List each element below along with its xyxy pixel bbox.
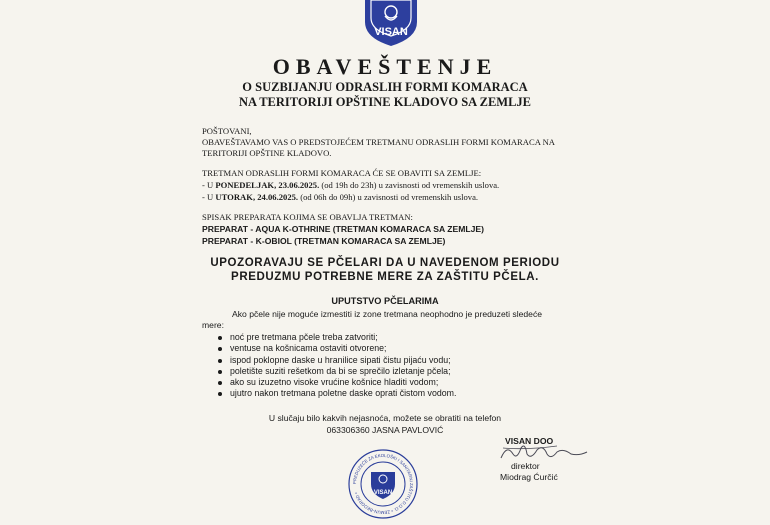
schedule-item-1-rest: (od 19h do 23h) u zavisnosti od vremenskih uslova. [319, 180, 500, 190]
intro-line-2: TERITORIJI OPŠTINE KLADOVO. [202, 148, 332, 158]
list-item [202, 377, 456, 388]
stamp-ring-text: PREDUZEĆE ZA EKOLOŠKI I SANITARNI ZAŠTITU D.O.O. • ZEMUN-BEOGRAD • [351, 452, 415, 516]
contact-line-2: 063306360 JASNA PAVLOVIĆ [326, 425, 444, 435]
instructions-heading: UPUTSTVO PČELARIMA [331, 296, 439, 306]
bullet-icon [218, 359, 222, 363]
signature-role: direktor [511, 461, 540, 471]
schedule-item-1 [202, 180, 499, 191]
instructions-intro-line-1: Ako pčele nije moguće izmestiti iz zone tretmana neophodno je preduzeti sledeće [232, 309, 543, 319]
list-item [202, 366, 456, 377]
preparation-item-2: PREPARAT - K-OBIOL (TRETMAN KOMARACA SA ZEMLJE) [202, 236, 446, 246]
list-item [202, 332, 456, 343]
preparation-item-1: PREPARAT - AQUA K-OTHRINE (TRETMAN KOMARACA SA ZEMLJE) [202, 224, 484, 234]
list-item-text: ujutro nakon tretmana poletne daske oprati čistom vodom. [230, 388, 457, 399]
warning-line-1: UPOZORAVAJU SE PČELARI DA U NAVEDENOM PERIODU [210, 257, 560, 269]
greeting: POŠTOVANI, [202, 126, 252, 136]
schedule-item-1-date: PONEDELJAK, 23.06.2025. [215, 180, 320, 190]
schedule-item-1-prefix: - U [202, 180, 216, 190]
schedule-item-2-date: UTORAK, 24.06.2025. [215, 192, 299, 202]
list-item-text: noć pre tretmana pčele treba zatvoriti; [230, 332, 378, 342]
bullet-icon [218, 381, 222, 385]
instructions-intro-line-2: mere: [202, 320, 224, 330]
list-item [202, 343, 456, 354]
schedule-item-2 [202, 192, 478, 203]
list-item [202, 388, 456, 399]
intro-line-1: OBAVEŠTAVAMO VAS O PREDSTOJEĆEM TRETMANU ODRASLIH FORMI KOMARACA NA [202, 137, 555, 147]
subtitle-line-1: O SUZBIJANJU ODRASLIH FORMI KOMARACA [242, 80, 528, 94]
subtitle-line-2: NA TERITORIJI OPŠTINE KLADOVO SA ZEMLJE [238, 95, 532, 109]
warning-line-2: PREDUZMU POTREBNE MERE ZA ZAŠTITU PČELA. [231, 271, 539, 283]
schedule-heading: TRETMAN ODRASLIH FORMI KOMARACA ĆE SE OBAVITI SA ZEMLJE: [202, 168, 482, 178]
visan-logo [359, 0, 423, 46]
contact-line-1: U slučaju bilo kakvih nejasnoća, možete se obratiti na telefon [268, 413, 502, 423]
instructions-list [202, 332, 456, 400]
list-item-text: ventuse na košnicama ostaviti otvorene; [230, 343, 387, 354]
list-item [202, 355, 456, 366]
bullet-icon [218, 392, 222, 396]
list-item-text: poletište suziti rešetkom da bi se sprečilo izletanje pčela; [230, 365, 451, 376]
schedule-item-2-prefix: - U [202, 192, 216, 202]
stamp-center-text: VISAN [373, 490, 393, 496]
stamp-icon [344, 448, 422, 520]
preparations-heading: SPISAK PREPARATA KOJIMA SE OBAVLJA TRETMAN: [202, 212, 413, 222]
bullet-icon [218, 336, 222, 340]
bullet-icon [218, 347, 222, 351]
signature-name: Miodrag Ćurčić [500, 472, 558, 482]
bullet-icon [218, 370, 222, 374]
company-stamp [344, 448, 422, 520]
visan-logo-icon [359, 0, 423, 46]
list-item-text: ako su izuzetno visoke vrućine košnice hladiti vodom; [230, 377, 439, 388]
schedule-item-2-rest: (od 06h do 09h) u zavisnosti od vremenskih uslova. [298, 192, 479, 202]
list-item-text: ispod poklopne daske u hranilice sipati čistu pijaću vodu; [230, 354, 451, 365]
page-title: OBAVEŠTENJE [272, 54, 498, 79]
logo-text: VISAN [374, 26, 408, 38]
signature-company: VISAN DOO [505, 436, 554, 446]
